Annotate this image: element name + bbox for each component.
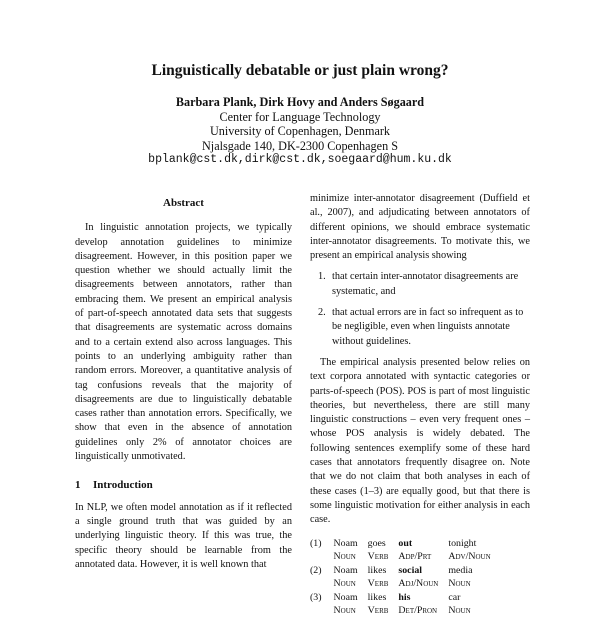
example-word: goes	[367, 537, 386, 549]
example-tag: Adv/Noun	[448, 551, 491, 563]
affiliation-line: Njalsgade 140, DK-2300 Copenhagen S	[202, 138, 398, 153]
example-tag: Det/Pron	[398, 605, 438, 617]
example-number: (3)	[310, 591, 322, 603]
example-word: Noam	[333, 537, 358, 549]
introduction-text: In NLP, we often model annotation as if it reflected a single ground truth that was guided by an underlying linguistic theory. If this was true, the specific theory should be learnable from the annotated data. However, it is well known that	[75, 501, 292, 570]
example-tag: Noun	[333, 578, 356, 590]
example-tag: Verb	[367, 551, 389, 563]
example-words-row	[310, 591, 501, 605]
example-tags-row	[310, 577, 501, 591]
list-item	[310, 270, 530, 299]
example-tag: Verb	[367, 578, 389, 590]
example-word: likes	[367, 564, 387, 576]
example-tag: Noun	[333, 551, 356, 563]
affiliation-line: University of Copenhagen, Denmark	[209, 124, 391, 139]
example-number: (1)	[310, 537, 322, 549]
list-item-text: that certain inter-annotator disagreements are systematic, and	[332, 271, 519, 297]
spacer-cell	[310, 550, 334, 564]
list-marker: 1.	[318, 271, 326, 283]
example-tag: Verb	[367, 605, 389, 617]
example-word: media	[448, 564, 473, 576]
paper-title: Linguistically debatable or just plain wrong?	[151, 62, 449, 79]
abstract-text: In linguistic annotation projects, we typically develop annotation guidelines to minimize disagreement. However, in this position paper we question whether we should actually limit the disagreements between annotators, rather than embracing them. We present an empirical analysis of part-of-speech annotated data sets that suggests that disagreements are systematic across domains and to a certain extend also across languages. This points to an underlying ambiguity rather than random errors. Moreover, a quantitative analysis of tag confusions reveals that the majority of disagreements are due to linguistically debatable cases rather than annotation errors. Specifically, we show that even in the absence of annotation guidelines only 2% of annotator choices are linguistically unmotivated.	[75, 222, 292, 463]
numbered-list	[310, 270, 530, 348]
list-item-text: that actual errors are in fact so infrequent as to be negligible, even when linguists annotate without guidelines.	[332, 307, 524, 347]
author-emails: bplank@cst.dk,dirk@cst.dk,soegaard@hum.ku.dk	[148, 153, 452, 167]
list-item	[310, 306, 530, 349]
example-tags-row	[310, 604, 501, 618]
section-heading-introduction	[75, 478, 292, 492]
example-tag: Noun	[448, 578, 471, 590]
section-title: Introduction	[93, 479, 153, 492]
example-tag: Noun	[333, 605, 356, 617]
author-block	[0, 95, 600, 168]
example-word: social	[398, 564, 422, 576]
left-column	[75, 196, 292, 572]
example-word: Noam	[333, 591, 358, 603]
spacer-cell	[310, 577, 334, 591]
author-names: Barbara Plank, Dirk Hovy and Anders Søgaard	[175, 95, 425, 109]
list-marker: 2.	[318, 307, 326, 319]
example-words-row	[310, 537, 501, 551]
example-words-row	[310, 564, 501, 578]
example-tag: Adj/Noun	[398, 578, 439, 590]
example-tag: Adp/Prt	[398, 551, 432, 563]
example-word: tonight	[448, 537, 477, 549]
affiliation-line: Center for Language Technology	[219, 109, 381, 124]
right-column	[310, 192, 530, 618]
example-word: likes	[367, 591, 387, 603]
example-number: (2)	[310, 564, 322, 576]
example-tag: Noun	[448, 605, 471, 617]
example-table	[310, 537, 501, 618]
example-word: Noam	[333, 564, 358, 576]
abstract-heading: Abstract	[163, 197, 204, 209]
example-word: out	[398, 537, 413, 549]
example-word: car	[448, 591, 461, 603]
spacer-cell	[310, 604, 334, 618]
example-word: his	[398, 591, 411, 603]
example-tags-row	[310, 550, 501, 564]
body-paragraph: minimize inter-annotator disagreement (Duffield et al., 2007), and adjudicating between annotators of different opinions, we should embrace systematic inter-annotator disagreements. To motivate this, we present an empirical analysis showing	[310, 193, 530, 262]
body-paragraph: The empirical analysis presented below relies on text corpora annotated with syntactic categories or parts-of-speech (POS). POS is part of most linguistic theories, but nevertheless, there are still many linguistic constructions – even very frequent ones – whose POS analysis is widely debated. The following sentences exemplify some of these hard cases that annotators frequently disagree on. Note that we do not claim that both analyses in each of these cases (1–3) are equally good, but that there is some linguistic motivation for either analysis in each case.	[310, 356, 530, 526]
section-number: 1	[75, 479, 81, 492]
